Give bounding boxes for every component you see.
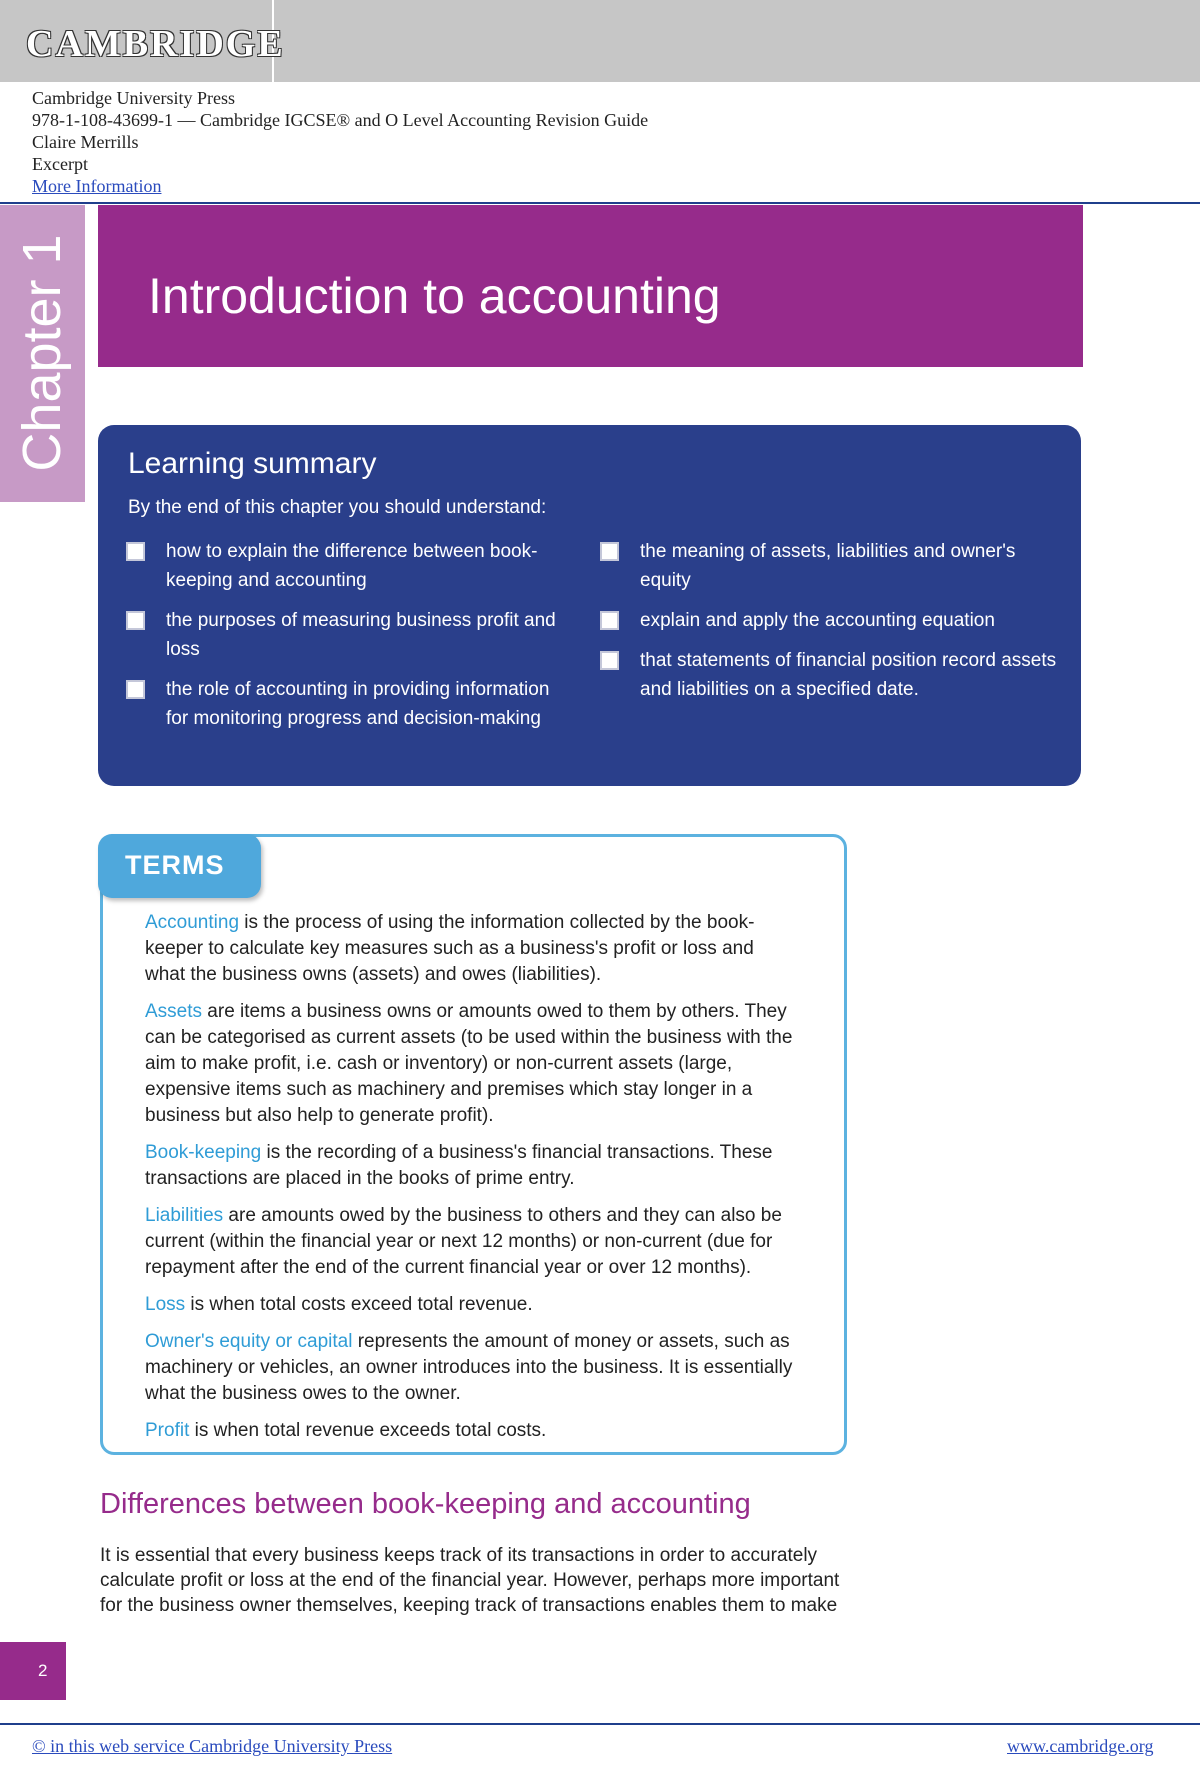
header-bar [0,0,1200,82]
term-entry [145,1418,795,1444]
term-entry [145,1140,795,1192]
copyright-link[interactable]: © in this web service Cambridge University Press [32,1736,393,1756]
page-number: 2 [38,1661,48,1680]
learning-summary-item: how to explain the difference between book-keeping and accounting [126,537,556,595]
term-name: Liabilities [145,1205,224,1226]
excerpt-line: Excerpt [32,154,88,174]
chapter-title-banner [98,205,1083,367]
checkbox-icon [126,680,145,699]
term-definition: is when total revenue exceeds total costs. [189,1420,547,1441]
term-entry [145,1329,795,1407]
term-definition: are items a business owns or amounts owed to them by others. They can be categorised as current assets (to be used within the business with the aim to make profit, i.e. cash or inventory) or non-current assets (large, expensive items such as machinery and premises which stay longer in a business but also help to generate profit). [145,1001,793,1126]
learning-summary-intro: By the end of this chapter you should understand: [128,497,547,518]
term-name: Loss [145,1294,186,1315]
learning-summary-item: the purposes of measuring business profit and loss [126,606,556,664]
learning-summary-box [98,425,1081,786]
term-definition: is when total costs exceed total revenue. [185,1294,533,1315]
header-divider [0,202,1200,204]
learning-summary-item: that statements of financial position record assets and liabilities on a specified date. [600,646,1060,704]
learning-summary-item: explain and apply the accounting equation [600,606,1060,635]
website-link[interactable]: www.cambridge.org [1007,1736,1154,1756]
term-definition: is the process of using the information collected by the book-keeper to calculate key measures such as a business's profit or loss and what the business owns (assets) and owes (liabilities). [145,912,755,985]
term-name: Assets [145,1001,203,1022]
terms-list [145,910,795,1455]
more-information-link[interactable]: More Information [32,176,162,196]
author-line: Claire Merrills [32,132,139,152]
chapter-title: Introduction to accounting [148,268,721,324]
terms-tab-label: TERMS [125,850,225,880]
learning-summary-left-column [126,537,556,744]
term-name: Profit [145,1420,190,1441]
term-entry [145,910,795,988]
term-definition: are amounts owed by the business to others and they can also be current (within the financial year or next 12 months) or non-current (due for repayment after the end of the current financial year or over 12 months). [145,1205,782,1278]
term-definition: is the recording of a business's financial transactions. These transactions are placed in the books of prime entry. [145,1142,773,1189]
body-paragraph: It is essential that every business keeps track of its transactions in order to accurately calculate profit or loss at the end of the financial year. However, perhaps more important for the business owner themselves, keeping track of transactions enables them to make [100,1545,840,1616]
cambridge-logo[interactable]: CAMBRIDGE [26,23,285,65]
terms-tab [98,834,261,898]
term-name: Accounting [145,912,240,933]
footer-divider [0,1723,1200,1725]
term-name: Book-keeping [145,1142,262,1163]
learning-summary-item: the role of accounting in providing information for monitoring progress and decision-making [126,675,556,733]
learning-summary-right-column [600,537,1060,715]
chapter-tab [0,205,85,502]
page-number-tab [0,1642,66,1700]
chapter-tab-label: Chapter 1 [12,234,72,472]
term-entry [145,999,795,1129]
learning-summary-item: the meaning of assets, liabilities and owner's equity [600,537,1060,595]
checkbox-icon [600,611,619,630]
checkbox-icon [126,542,145,561]
checkbox-icon [600,542,619,561]
isbn-title-line: 978-1-108-43699-1 — Cambridge IGCSE® and O Level Accounting Revision Guide [32,110,649,130]
book-metadata [32,87,648,197]
publisher-line: Cambridge University Press [32,88,235,108]
checkbox-icon [600,651,619,670]
term-entry [145,1292,795,1318]
logo-cell [0,0,285,82]
section-heading: Differences between book-keeping and accounting [100,1488,751,1520]
term-entry [145,1203,795,1281]
term-name: Owner's equity or capital [145,1331,353,1352]
checkbox-icon [126,611,145,630]
learning-summary-heading: Learning summary [128,447,377,480]
term-definition: represents the amount of money or assets, such as machinery or vehicles, an owner introduces into the business. It is essentially what the business owes to the owner. [145,1331,793,1404]
